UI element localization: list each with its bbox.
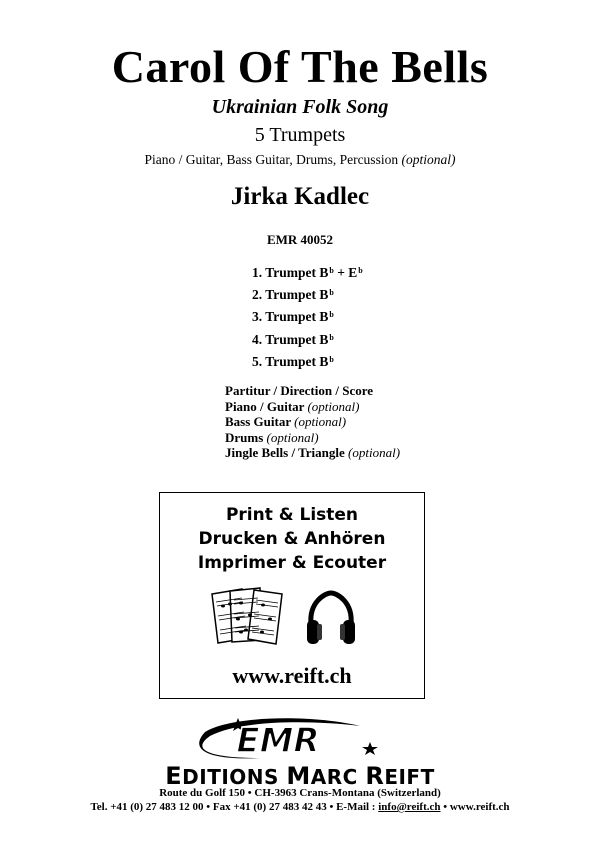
score-title: Carol Of The Bells bbox=[111, 41, 489, 92]
part-item: 5. Trumpet $B^b$ bbox=[252, 353, 334, 369]
print-listen-box bbox=[159, 492, 425, 699]
logo-text: EMR bbox=[236, 721, 320, 761]
promo-line: Drucken & Anhören bbox=[198, 529, 386, 549]
promo-line: Imprimer & Ecouter bbox=[197, 553, 387, 573]
instrumentation-text: Piano / Guitar, Bass Guitar, Drums, Percussion bbox=[144, 152, 399, 167]
extra-item: Jingle Bells / Triangle (optional) bbox=[225, 445, 401, 460]
extra-item: Piano / Guitar (optional) bbox=[225, 398, 360, 414]
publisher-contact: Tel. +41 (0) 27 483 12 00 • Fax +41 (0) 27 483 42 43 • E-Mail : info@reift.ch • www.reift.ch bbox=[90, 801, 510, 813]
extra-item: Bass Guitar (optional) bbox=[225, 414, 347, 429]
email-link[interactable]: info@reift.ch bbox=[378, 801, 441, 813]
publisher-name: EDITIONS MARC REIFT bbox=[165, 762, 435, 790]
extra-item: Partitur / Direction / Score bbox=[225, 383, 374, 398]
instrumentation-note: (optional) bbox=[401, 152, 456, 167]
website-link[interactable]: www.reift.ch bbox=[232, 663, 352, 688]
extras-list bbox=[225, 383, 400, 461]
promo-line: Print & Listen bbox=[225, 505, 359, 525]
part-item: 4. Trumpet $B^b$ bbox=[252, 331, 334, 347]
publisher-address: Route du Golf 150 • CH-3963 Crans-Montana (Switzerland) bbox=[159, 787, 441, 799]
composer: Jirka Kadlec bbox=[230, 183, 370, 210]
part-item: 2. Trumpet $B^b$ bbox=[252, 287, 334, 303]
extra-item: Drums (optional) bbox=[225, 429, 319, 445]
part-item: 1. Trumpet $B^b + E^b$ bbox=[252, 265, 363, 280]
score-subtitle: Ukrainian Folk Song bbox=[211, 96, 389, 118]
instrumentation bbox=[0, 152, 600, 168]
part-item: 3. Trumpet $B^b$ bbox=[252, 309, 334, 325]
emr-logo bbox=[160, 712, 385, 762]
ensemble: 5 Trumpets bbox=[254, 124, 346, 146]
parts-list bbox=[252, 262, 363, 373]
sheet-music-icon bbox=[208, 586, 294, 646]
catalog-number: EMR 40052 bbox=[266, 232, 334, 247]
headphones-icon bbox=[305, 590, 357, 648]
